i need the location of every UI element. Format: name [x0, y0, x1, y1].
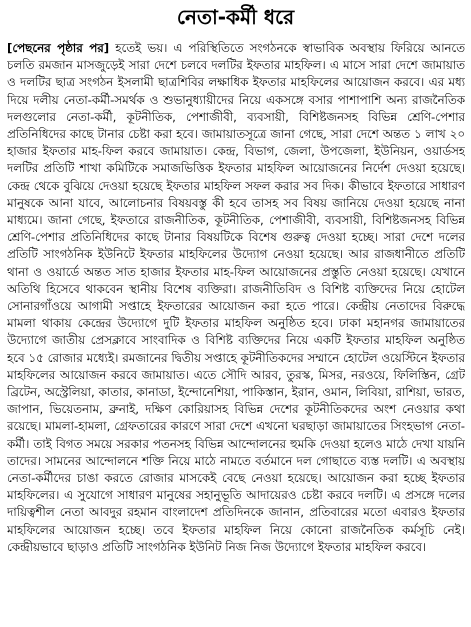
- body-text: হতেই ভয়। এ পরিস্থিতিতে সংগঠনকে স্বাভাবিক অবস্থায় ফিরিয়ে আনতে চলতি রমজান মাসজুড়েই সারা দেশে চলবে দলটির ইফতার মাহফিল। এ মাসে সারা দেশে জামায়াত ও দলটির ছাত্র সংগঠন ইসলামী ছাত্রশিবির লক্ষাধিক ইফতার মাহফিলের আয়োজন করবে। এর মধ্য দিয়ে দলীয় নেতা-কর্মী-সমর্থক ও শুভানুধ্যায়ীদের নিয়ে একসঙ্গে বসার পাশাপাশি অন্য রাজনৈতিক দলগুলোর নেতা-কর্মী, কূটনীতিক, পেশাজীবী, ব্যবসায়ী, বিশিষ্টজনসহ বিভিন্ন শ্রেণি-পেশার প্রতিনিধিদের কাছে টানার চেষ্টা করা হবে। জামায়াতসূত্রে জানা গেছে, সারা দেশে অন্তত ১ লাখ ২০ হাজার ইফতার মাহ-ফিল করবে জামায়াত। কেন্দ্র, বিভাগ, জেলা, উপজেলা, ইউনিয়ন, ওয়ার্ডসহ দলটির প্রতিটি শাখা কমিটিকে সমাজভিত্তিক ইফতার মাহফিল আয়োজনের নির্দেশ দেওয়া হয়েছে। কেন্দ্র থেকে বুঝিয়ে দেওয়া হয়েছে ইফতার মাহফিল সফল করার সব দিক। কীভাবে ইফতারে সাধারণ মানুষকে আনা যাবে, আলোচনার বিষয়বস্তু কী হবে তাসহ সব বিষয় জানিয়ে দেওয়া হয়েছে নানা মাধ্যমে। জানা গেছে, ইফতারে রাজনীতিক, কূটনীতিক, পেশাজীবী, ব্যবসায়ী, বিশিষ্টজনসহ বিভিন্ন শ্রেণি-পেশার প্রতিনিধিদের কাছে টানার বিষয়টিকে বিশেষ গুরুত্ব দেওয়া হচ্ছে। সারা দেশে দলের প্রতিটি সাংগঠনিক ইউনিটে ইফতার মাহফিলের উদ্যোগ নেওয়া হয়েছে। আর রাজধানীতে প্রতিটি থানা ও ওয়ার্ডে অন্তত সাত হাজার ইফতার মাহ-ফিল আয়োজনের প্রস্তুতি নেওয়া হয়েছে। যেখানে অতিথি হিসেবে থাকবেন স্থানীয় বিশেষ ব্যক্তিরা। রাজনীতিবিদ ও বিশিষ্ট ব্যক্তিদের নিয়ে হোটেল সোনারগাঁওয়ে আগামী সপ্তাহে ইফতারের আয়োজন করা হতে পারে। কেন্দ্রীয় নেতাদের বিরুদ্ধে মামলা থাকায় কেন্দ্রের উদ্যোগে দুটি ইফতার মাহফিল অনুষ্ঠিত হবে। ঢাকা মহানগর জামায়াতের উদ্যোগে জাতীয় প্রেসক্লাবে সাংবাদিক ও বিশিষ্ট ব্যক্তিদের নিয়ে একটি ইফতার মাহফিল অনুষ্ঠিত হবে ১৫ রোজার মধ্যেই। রমজানের দ্বিতীয় সপ্তাহে কূটনীতিকদের সম্মানে হোটেল ওয়েস্টিনে ইফতার মাহফিলের আয়োজন করবে জামায়াত। এতে সৌদি আরব, তুরস্ক, মিসর, নরওয়ে, ফিলিস্তিন, গ্রেট ব্রিটেন, অস্ট্রেলিয়া, কাতার, কানাডা, ইন্দোনেশিয়া, পাকিস্তান, ইরান, ওমান, লিবিয়া, রাশিয়া, ভারত, জাপান, ভিয়েতনাম, ব্রুনাই, দক্ষিণ কোরিয়াসহ বিভিন্ন দেশের কূটনীতিকদের অংশ নেওয়ার কথা রয়েছে। মামলা-হামলা, গ্রেফতারের কারণে সারা দেশে এখনো ঘরছাড়া জামায়াতের সিংহভাগ নেতা-কর্মী। তাই বিগত সময়ে সরকার পতনসহ বিভিন্ন আন্দোলনের হুমকি দেওয়া হলেও মাঠে দেখা যায়নি তাদের। সামনের আন্দোলনে শক্তি নিয়ে মাঠে নামতে বর্তমানে দল গোছাতে ব্যস্ত দলটি। এ অবস্থায় নেতা-কর্মীদের চাঙা করতে রোজার মাসকেই বেছে নেওয়া হয়েছে। আয়োজন করা হচ্ছে ইফতার মাহফিলের। এ সুযোগে সাধারণ মানুষের সহানুভূতি আদায়েরও চেষ্টা করবে দলটি। এ প্রসঙ্গে দলের দায়িত্বশীল নেতা আবদুর রহমান বাংলাদেশ প্রতিদিনকে জানান, প্রতিবারের মতো এবারও ইফতার মাহফিলের আয়োজন হচ্ছে। তবে ইফতার মাহফিল নিয়ে কোনো রাজনৈতিক কর্মসূচি নেই। কেন্দ্রীয়ভাবে ছাড়াও প্রতিটি সাংগঠনিক ইউনিট নিজ নিজ উদ্যোগে ইফতার মাহফিল করবে।: [7, 41, 465, 554]
- headline: নেতা-কর্মী ধরে: [176, 5, 295, 29]
- article-body: [7, 40, 465, 623]
- continuation-kicker: [পেছনের পৃষ্ঠার পর]: [7, 41, 110, 55]
